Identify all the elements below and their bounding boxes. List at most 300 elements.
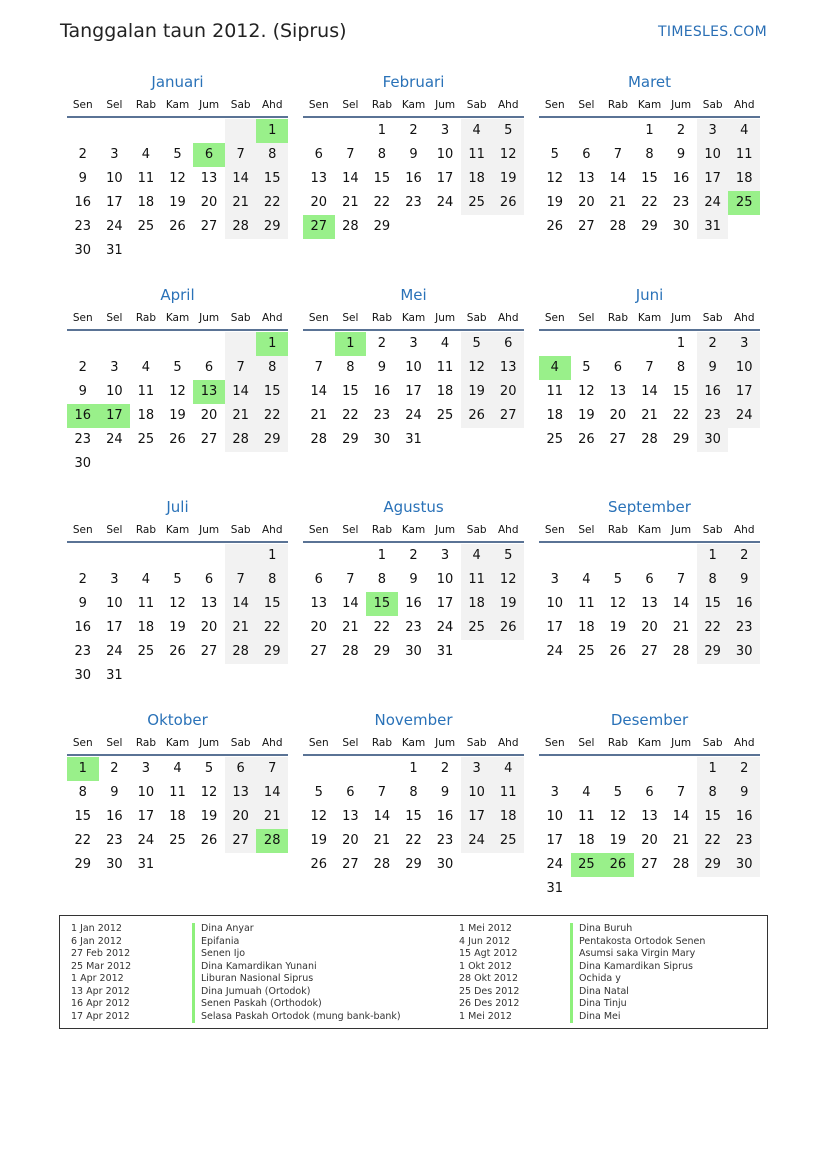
day-cell[interactable]: 18 — [492, 805, 524, 829]
day-cell[interactable]: 17 — [546, 833, 564, 848]
day-cell[interactable]: 11 — [137, 384, 155, 399]
day-cell[interactable]: 19 — [310, 833, 328, 848]
day-cell[interactable]: 8 — [409, 785, 418, 800]
holiday-day-cell[interactable]: 1 — [67, 757, 99, 781]
day-cell[interactable]: 20 — [342, 833, 359, 848]
day-cell[interactable]: 16 — [405, 596, 422, 611]
day-cell[interactable]: 8 — [377, 572, 387, 587]
day-cell[interactable]: 24 — [461, 829, 493, 853]
day-cell[interactable]: 6 — [645, 785, 654, 800]
day-cell[interactable]: 2 — [78, 360, 87, 375]
holiday-day-cell[interactable]: 13 — [193, 380, 225, 404]
day-cell[interactable]: 18 — [436, 384, 454, 399]
day-cell[interactable]: 21 — [342, 620, 359, 635]
day-cell[interactable]: 29 — [342, 432, 359, 447]
day-cell[interactable]: 23 — [672, 195, 690, 210]
day-cell[interactable]: 16 — [106, 809, 123, 824]
day-cell[interactable]: 15 — [74, 809, 92, 824]
day-cell[interactable]: 4 — [440, 336, 450, 351]
day-cell[interactable]: 11 — [436, 360, 454, 375]
day-cell[interactable]: 16 — [405, 171, 422, 186]
day-cell[interactable]: 19 — [492, 167, 524, 191]
day-cell[interactable]: 24 — [436, 620, 454, 635]
day-cell[interactable]: 3 — [697, 119, 729, 143]
day-cell[interactable]: 31 — [106, 668, 123, 683]
day-cell[interactable]: 30 — [728, 853, 760, 877]
day-cell[interactable]: 26 — [169, 219, 186, 234]
day-cell[interactable]: 1 — [697, 757, 729, 781]
day-cell[interactable]: 24 — [697, 191, 729, 215]
day-cell[interactable]: 28 — [342, 644, 359, 659]
day-cell[interactable]: 13 — [578, 171, 595, 186]
day-cell[interactable]: 13 — [641, 809, 658, 824]
day-cell[interactable]: 3 — [110, 147, 119, 162]
day-cell[interactable]: 30 — [436, 857, 454, 872]
day-cell[interactable]: 30 — [373, 432, 391, 447]
day-cell[interactable]: 28 — [672, 857, 690, 872]
day-cell[interactable]: 20 — [200, 408, 218, 423]
day-cell[interactable]: 30 — [74, 456, 92, 471]
day-cell[interactable]: 12 — [200, 785, 218, 800]
day-cell[interactable]: 3 — [440, 548, 450, 563]
brand-link[interactable]: TIMESLES.COM — [658, 24, 767, 40]
day-cell[interactable]: 20 — [641, 833, 658, 848]
day-cell[interactable]: 19 — [169, 408, 186, 423]
day-cell[interactable]: 18 — [578, 620, 595, 635]
day-cell[interactable]: 25 — [436, 408, 454, 423]
day-cell[interactable]: 29 — [256, 215, 288, 239]
day-cell[interactable]: 5 — [204, 761, 214, 776]
day-cell[interactable]: 4 — [461, 544, 493, 568]
day-cell[interactable]: 27 — [310, 644, 328, 659]
day-cell[interactable]: 10 — [436, 572, 454, 587]
day-cell[interactable]: 17 — [436, 596, 454, 611]
day-cell[interactable]: 29 — [256, 640, 288, 664]
day-cell[interactable]: 30 — [728, 640, 760, 664]
day-cell[interactable]: 11 — [578, 596, 595, 611]
day-cell[interactable]: 8 — [78, 785, 87, 800]
day-cell[interactable]: 8 — [676, 360, 686, 375]
day-cell[interactable]: 14 — [641, 384, 658, 399]
day-cell[interactable]: 26 — [492, 191, 524, 215]
day-cell[interactable]: 9 — [78, 384, 87, 399]
day-cell[interactable]: 12 — [492, 143, 524, 167]
day-cell[interactable]: 11 — [137, 171, 155, 186]
day-cell[interactable]: 23 — [728, 616, 760, 640]
day-cell[interactable]: 1 — [676, 336, 686, 351]
day-cell[interactable]: 4 — [141, 360, 151, 375]
day-cell[interactable]: 31 — [106, 243, 123, 258]
day-cell[interactable]: 14 — [225, 380, 257, 404]
holiday-day-cell[interactable]: 15 — [366, 592, 398, 616]
holiday-day-cell[interactable]: 4 — [539, 356, 571, 380]
day-cell[interactable]: 17 — [106, 195, 123, 210]
day-cell[interactable]: 18 — [169, 809, 186, 824]
day-cell[interactable]: 17 — [405, 384, 422, 399]
day-cell[interactable]: 22 — [256, 191, 288, 215]
day-cell[interactable]: 5 — [314, 785, 323, 800]
day-cell[interactable]: 10 — [106, 384, 123, 399]
day-cell[interactable]: 2 — [697, 332, 729, 356]
day-cell[interactable]: 10 — [728, 356, 760, 380]
day-cell[interactable]: 22 — [641, 195, 658, 210]
day-cell[interactable]: 12 — [609, 809, 627, 824]
day-cell[interactable]: 21 — [310, 408, 328, 423]
day-cell[interactable]: 9 — [377, 360, 387, 375]
day-cell[interactable]: 3 — [728, 332, 760, 356]
day-cell[interactable]: 5 — [492, 119, 524, 143]
day-cell[interactable]: 26 — [546, 219, 564, 234]
day-cell[interactable]: 13 — [492, 356, 524, 380]
day-cell[interactable]: 29 — [697, 640, 729, 664]
day-cell[interactable]: 21 — [225, 404, 257, 428]
day-cell[interactable]: 15 — [342, 384, 359, 399]
day-cell[interactable]: 25 — [137, 219, 155, 234]
day-cell[interactable]: 2 — [728, 544, 760, 568]
holiday-day-cell[interactable]: 16 — [67, 404, 99, 428]
holiday-day-cell[interactable]: 28 — [256, 829, 288, 853]
holiday-day-cell[interactable]: 6 — [193, 143, 225, 167]
day-cell[interactable]: 9 — [697, 356, 729, 380]
holiday-day-cell[interactable]: 26 — [602, 853, 634, 877]
day-cell[interactable]: 9 — [440, 785, 450, 800]
day-cell[interactable]: 12 — [169, 596, 186, 611]
day-cell[interactable]: 2 — [409, 548, 418, 563]
day-cell[interactable]: 9 — [78, 596, 87, 611]
day-cell[interactable]: 13 — [609, 384, 627, 399]
day-cell[interactable]: 17 — [106, 620, 123, 635]
day-cell[interactable]: 4 — [173, 761, 182, 776]
day-cell[interactable]: 28 — [609, 219, 627, 234]
day-cell[interactable]: 7 — [676, 785, 686, 800]
day-cell[interactable]: 31 — [436, 644, 454, 659]
day-cell[interactable]: 15 — [697, 805, 729, 829]
day-cell[interactable]: 5 — [461, 332, 493, 356]
day-cell[interactable]: 25 — [461, 616, 493, 640]
day-cell[interactable]: 30 — [405, 644, 422, 659]
day-cell[interactable]: 6 — [492, 332, 524, 356]
day-cell[interactable]: 23 — [74, 644, 92, 659]
day-cell[interactable]: 2 — [377, 336, 387, 351]
day-cell[interactable]: 18 — [137, 195, 155, 210]
day-cell[interactable]: 29 — [373, 644, 391, 659]
day-cell[interactable]: 26 — [169, 432, 186, 447]
day-cell[interactable]: 25 — [169, 833, 186, 848]
day-cell[interactable]: 28 — [225, 215, 257, 239]
day-cell[interactable]: 21 — [641, 408, 658, 423]
day-cell[interactable]: 21 — [225, 191, 257, 215]
day-cell[interactable]: 1 — [256, 544, 288, 568]
day-cell[interactable]: 14 — [672, 596, 690, 611]
day-cell[interactable]: 10 — [106, 596, 123, 611]
day-cell[interactable]: 17 — [436, 171, 454, 186]
day-cell[interactable]: 10 — [546, 596, 564, 611]
day-cell[interactable]: 19 — [578, 408, 595, 423]
day-cell[interactable]: 31 — [697, 215, 729, 239]
day-cell[interactable]: 12 — [169, 171, 186, 186]
day-cell[interactable]: 24 — [137, 833, 155, 848]
day-cell[interactable]: 21 — [672, 833, 690, 848]
day-cell[interactable]: 22 — [697, 616, 729, 640]
day-cell[interactable]: 6 — [314, 572, 323, 587]
day-cell[interactable]: 8 — [377, 147, 387, 162]
day-cell[interactable]: 19 — [200, 809, 218, 824]
day-cell[interactable]: 22 — [74, 833, 92, 848]
day-cell[interactable]: 5 — [550, 147, 559, 162]
day-cell[interactable]: 9 — [728, 568, 760, 592]
day-cell[interactable]: 7 — [346, 572, 355, 587]
day-cell[interactable]: 7 — [346, 147, 355, 162]
day-cell[interactable]: 26 — [310, 857, 328, 872]
day-cell[interactable]: 7 — [613, 147, 623, 162]
day-cell[interactable]: 8 — [256, 143, 288, 167]
day-cell[interactable]: 2 — [110, 761, 119, 776]
day-cell[interactable]: 8 — [256, 568, 288, 592]
day-cell[interactable]: 11 — [169, 785, 186, 800]
day-cell[interactable]: 2 — [409, 123, 418, 138]
day-cell[interactable]: 15 — [256, 167, 288, 191]
day-cell[interactable]: 3 — [550, 785, 559, 800]
holiday-day-cell[interactable]: 1 — [256, 332, 288, 356]
day-cell[interactable]: 13 — [310, 171, 328, 186]
day-cell[interactable]: 12 — [169, 384, 186, 399]
day-cell[interactable]: 20 — [641, 620, 658, 635]
day-cell[interactable]: 4 — [582, 785, 591, 800]
day-cell[interactable]: 14 — [373, 809, 391, 824]
day-cell[interactable]: 1 — [697, 544, 729, 568]
day-cell[interactable]: 12 — [492, 568, 524, 592]
day-cell[interactable]: 27 — [225, 829, 257, 853]
day-cell[interactable]: 19 — [609, 833, 627, 848]
day-cell[interactable]: 7 — [225, 356, 257, 380]
day-cell[interactable]: 22 — [256, 404, 288, 428]
day-cell[interactable]: 15 — [641, 171, 658, 186]
day-cell[interactable]: 22 — [342, 408, 359, 423]
day-cell[interactable]: 8 — [346, 360, 355, 375]
day-cell[interactable]: 24 — [728, 404, 760, 428]
day-cell[interactable]: 29 — [405, 857, 422, 872]
day-cell[interactable]: 9 — [676, 147, 686, 162]
day-cell[interactable]: 13 — [225, 781, 257, 805]
day-cell[interactable]: 21 — [225, 616, 257, 640]
day-cell[interactable]: 26 — [461, 404, 493, 428]
day-cell[interactable]: 27 — [641, 644, 658, 659]
day-cell[interactable]: 14 — [672, 809, 690, 824]
day-cell[interactable]: 23 — [74, 219, 92, 234]
day-cell[interactable]: 30 — [672, 219, 690, 234]
day-cell[interactable]: 12 — [461, 356, 493, 380]
day-cell[interactable]: 3 — [110, 572, 119, 587]
day-cell[interactable]: 18 — [137, 408, 155, 423]
day-cell[interactable]: 15 — [373, 171, 391, 186]
day-cell[interactable]: 28 — [225, 640, 257, 664]
holiday-day-cell[interactable]: 17 — [99, 404, 131, 428]
day-cell[interactable]: 14 — [342, 171, 359, 186]
day-cell[interactable]: 30 — [74, 243, 92, 258]
day-cell[interactable]: 7 — [256, 757, 288, 781]
day-cell[interactable]: 27 — [609, 432, 627, 447]
day-cell[interactable]: 27 — [578, 219, 595, 234]
day-cell[interactable]: 24 — [546, 857, 564, 872]
day-cell[interactable]: 24 — [106, 219, 123, 234]
day-cell[interactable]: 17 — [697, 167, 729, 191]
day-cell[interactable]: 2 — [440, 761, 450, 776]
day-cell[interactable]: 20 — [225, 805, 257, 829]
day-cell[interactable]: 19 — [546, 195, 564, 210]
day-cell[interactable]: 10 — [436, 147, 454, 162]
day-cell[interactable]: 5 — [492, 544, 524, 568]
day-cell[interactable]: 27 — [492, 404, 524, 428]
day-cell[interactable]: 4 — [728, 119, 760, 143]
day-cell[interactable]: 5 — [173, 360, 182, 375]
day-cell[interactable]: 5 — [173, 572, 182, 587]
day-cell[interactable]: 19 — [461, 380, 493, 404]
day-cell[interactable]: 14 — [225, 592, 257, 616]
day-cell[interactable]: 4 — [141, 572, 151, 587]
day-cell[interactable]: 21 — [342, 195, 359, 210]
day-cell[interactable]: 5 — [582, 360, 591, 375]
day-cell[interactable]: 4 — [141, 147, 151, 162]
day-cell[interactable]: 13 — [310, 596, 328, 611]
day-cell[interactable]: 13 — [200, 596, 218, 611]
day-cell[interactable]: 10 — [137, 785, 155, 800]
day-cell[interactable]: 11 — [461, 143, 493, 167]
day-cell[interactable]: 8 — [256, 356, 288, 380]
day-cell[interactable]: 27 — [200, 432, 218, 447]
day-cell[interactable]: 26 — [200, 833, 218, 848]
holiday-day-cell[interactable]: 1 — [256, 119, 288, 143]
day-cell[interactable]: 23 — [436, 833, 454, 848]
day-cell[interactable]: 8 — [697, 568, 729, 592]
day-cell[interactable]: 26 — [578, 432, 595, 447]
day-cell[interactable]: 6 — [645, 572, 654, 587]
day-cell[interactable]: 16 — [436, 809, 454, 824]
day-cell[interactable]: 28 — [225, 428, 257, 452]
day-cell[interactable]: 16 — [728, 592, 760, 616]
day-cell[interactable]: 26 — [492, 616, 524, 640]
day-cell[interactable]: 28 — [672, 644, 690, 659]
day-cell[interactable]: 6 — [314, 147, 323, 162]
day-cell[interactable]: 5 — [613, 785, 623, 800]
day-cell[interactable]: 9 — [78, 171, 87, 186]
day-cell[interactable]: 31 — [546, 881, 564, 896]
day-cell[interactable]: 16 — [373, 384, 391, 399]
day-cell[interactable]: 6 — [204, 360, 214, 375]
day-cell[interactable]: 17 — [461, 805, 493, 829]
day-cell[interactable]: 23 — [728, 829, 760, 853]
day-cell[interactable]: 21 — [672, 620, 690, 635]
day-cell[interactable]: 16 — [672, 171, 690, 186]
day-cell[interactable]: 23 — [74, 432, 92, 447]
day-cell[interactable]: 22 — [373, 620, 391, 635]
day-cell[interactable]: 21 — [609, 195, 627, 210]
day-cell[interactable]: 30 — [106, 857, 123, 872]
day-cell[interactable]: 2 — [676, 123, 686, 138]
day-cell[interactable]: 18 — [137, 620, 155, 635]
day-cell[interactable]: 11 — [137, 596, 155, 611]
day-cell[interactable]: 20 — [310, 195, 328, 210]
day-cell[interactable]: 7 — [225, 568, 257, 592]
day-cell[interactable]: 6 — [204, 572, 214, 587]
day-cell[interactable]: 29 — [74, 857, 92, 872]
day-cell[interactable]: 1 — [645, 123, 654, 138]
day-cell[interactable]: 2 — [78, 147, 87, 162]
day-cell[interactable]: 23 — [373, 408, 391, 423]
day-cell[interactable]: 24 — [106, 644, 123, 659]
day-cell[interactable]: 29 — [641, 219, 658, 234]
day-cell[interactable]: 10 — [106, 171, 123, 186]
day-cell[interactable]: 23 — [106, 833, 123, 848]
day-cell[interactable]: 7 — [377, 785, 387, 800]
day-cell[interactable]: 4 — [492, 757, 524, 781]
day-cell[interactable]: 11 — [578, 809, 595, 824]
day-cell[interactable]: 28 — [342, 219, 359, 234]
day-cell[interactable]: 2 — [728, 757, 760, 781]
day-cell[interactable]: 21 — [256, 805, 288, 829]
day-cell[interactable]: 19 — [169, 195, 186, 210]
day-cell[interactable]: 19 — [609, 620, 627, 635]
day-cell[interactable]: 27 — [342, 857, 359, 872]
day-cell[interactable]: 11 — [546, 384, 564, 399]
day-cell[interactable]: 13 — [641, 596, 658, 611]
day-cell[interactable]: 23 — [697, 404, 729, 428]
day-cell[interactable]: 3 — [141, 761, 151, 776]
day-cell[interactable]: 3 — [110, 360, 119, 375]
day-cell[interactable]: 18 — [546, 408, 564, 423]
day-cell[interactable]: 17 — [546, 620, 564, 635]
day-cell[interactable]: 14 — [225, 167, 257, 191]
day-cell[interactable]: 17 — [137, 809, 155, 824]
day-cell[interactable]: 16 — [728, 805, 760, 829]
day-cell[interactable]: 29 — [672, 432, 690, 447]
day-cell[interactable]: 23 — [405, 195, 422, 210]
day-cell[interactable]: 14 — [310, 384, 328, 399]
day-cell[interactable]: 11 — [461, 568, 493, 592]
day-cell[interactable]: 9 — [409, 572, 418, 587]
holiday-day-cell[interactable]: 27 — [303, 215, 335, 239]
day-cell[interactable]: 25 — [461, 191, 493, 215]
day-cell[interactable]: 19 — [169, 620, 186, 635]
day-cell[interactable]: 23 — [405, 620, 422, 635]
day-cell[interactable]: 24 — [546, 644, 564, 659]
day-cell[interactable]: 16 — [74, 195, 92, 210]
day-cell[interactable]: 27 — [200, 644, 218, 659]
day-cell[interactable]: 24 — [106, 432, 123, 447]
day-cell[interactable]: 8 — [645, 147, 654, 162]
day-cell[interactable]: 19 — [492, 592, 524, 616]
day-cell[interactable]: 21 — [373, 833, 391, 848]
day-cell[interactable]: 1 — [409, 761, 418, 776]
day-cell[interactable]: 10 — [461, 781, 493, 805]
day-cell[interactable]: 15 — [672, 384, 690, 399]
day-cell[interactable]: 9 — [409, 147, 418, 162]
day-cell[interactable]: 22 — [256, 616, 288, 640]
day-cell[interactable]: 11 — [492, 781, 524, 805]
day-cell[interactable]: 6 — [346, 785, 355, 800]
day-cell[interactable]: 31 — [405, 432, 422, 447]
day-cell[interactable]: 29 — [256, 428, 288, 452]
day-cell[interactable]: 20 — [310, 620, 328, 635]
day-cell[interactable]: 7 — [314, 360, 323, 375]
day-cell[interactable]: 26 — [169, 644, 186, 659]
day-cell[interactable]: 7 — [225, 143, 257, 167]
day-cell[interactable]: 12 — [546, 171, 564, 186]
day-cell[interactable]: 3 — [461, 757, 493, 781]
day-cell[interactable]: 27 — [200, 219, 218, 234]
day-cell[interactable]: 14 — [256, 781, 288, 805]
day-cell[interactable]: 11 — [728, 143, 760, 167]
day-cell[interactable]: 6 — [225, 757, 257, 781]
